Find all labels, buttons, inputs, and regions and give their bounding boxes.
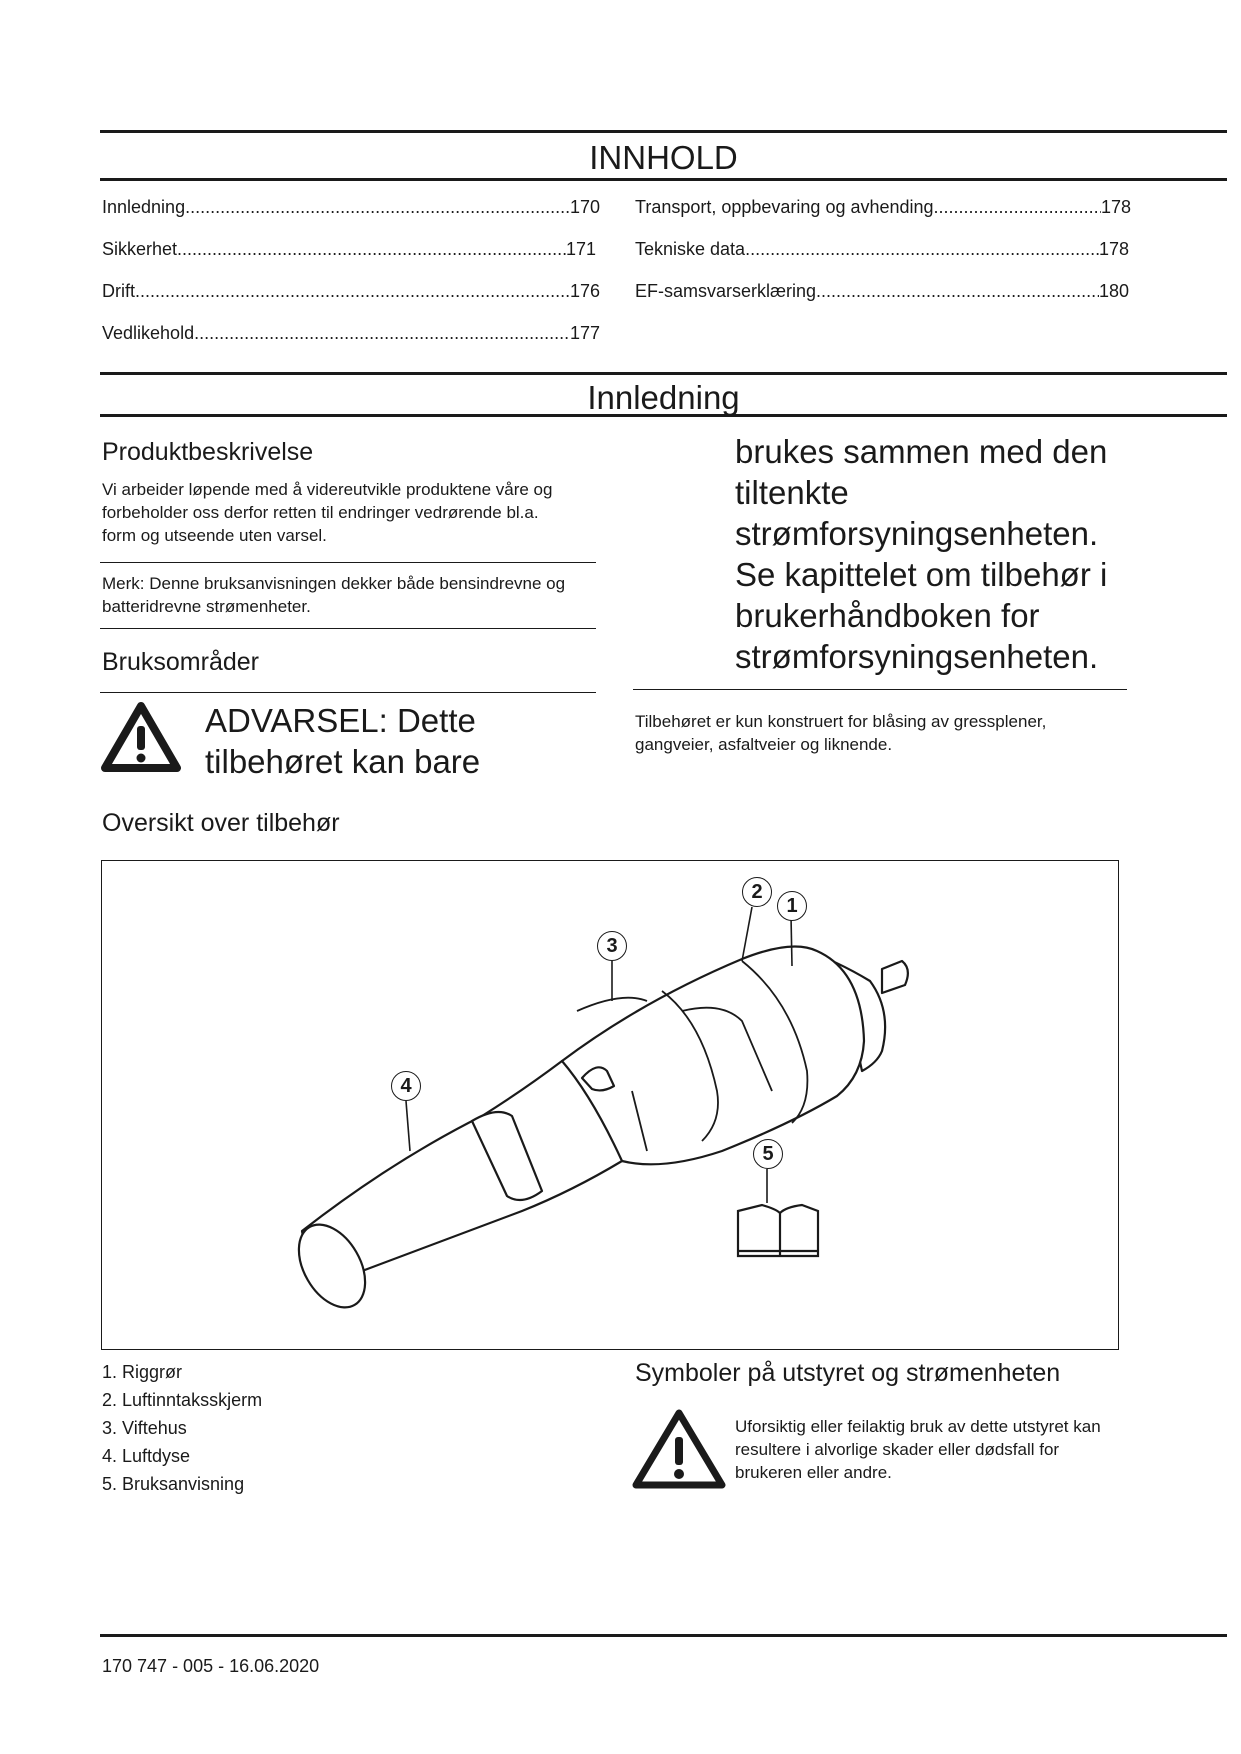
legend-item: 1. Riggrør (102, 1362, 183, 1382)
toc-top-rule (100, 130, 1227, 133)
warning-text (205, 700, 565, 782)
overview-heading: Oversikt over tilbehør (102, 809, 340, 837)
toc-entry-title: Innledning (102, 197, 186, 217)
toc-entry-page: 176 (569, 281, 600, 301)
toc-title: INNHOLD (589, 139, 738, 176)
toc-entry-page: 177 (569, 323, 600, 343)
toc-entry-title: Tekniske data (635, 239, 746, 259)
product-description-body: Vi arbeider løpende med å videreutvikle produktene våre og forbeholder oss derfor retten til endringer vedrørende bl.a. form og utseende uten varsel. (102, 480, 553, 545)
toc-entry-page: 180 (1098, 281, 1129, 301)
symbols-body: Uforsiktig eller feilaktig bruk av dette utstyret kan resultere i alvorlige skader eller dødsfall for brukeren eller andre. (735, 1417, 1101, 1482)
toc-entry-title: EF-samsvarserklæring (635, 281, 817, 301)
usage-heading: Bruksområder (102, 648, 259, 676)
footer-rule (100, 1634, 1227, 1637)
warning-top-rule (100, 692, 596, 693)
toc-entry-vedlikehold[interactable] (102, 322, 600, 344)
note-label: Merk: (102, 574, 145, 593)
footer-doc-id: 170 747 - 005 - 16.06.2020 (102, 1656, 320, 1676)
toc-entry-title: Vedlikehold (102, 323, 195, 343)
accessory-figure (101, 860, 1119, 1350)
toc-entry-sikkerhet[interactable] (102, 238, 596, 260)
warning-triangle-icon (100, 700, 182, 774)
toc-entry-page: 178 (1100, 197, 1131, 217)
legend-item: 5. Bruksanvisning (102, 1474, 245, 1494)
warning-label: ADVARSEL: (205, 702, 388, 739)
callout-5: 5 (753, 1139, 783, 1169)
overview-legend (102, 1358, 262, 1498)
warning-text-start: Dette tilbehøret kan bare (205, 702, 481, 780)
warning-triangle-icon (630, 1405, 728, 1493)
manual-book-icon (738, 1205, 818, 1256)
callout-1: 1 (777, 891, 807, 921)
toc-entry-title: Sikkerhet (102, 239, 178, 259)
callout-2: 2 (742, 877, 772, 907)
product-description-heading: Produktbeskrivelse (102, 438, 314, 466)
symbols-heading: Symboler på utstyret og strømenheten (635, 1359, 1061, 1387)
toc-entry-tekniske-data[interactable] (635, 238, 1129, 260)
section-title: Innledning (587, 379, 740, 416)
section-top-rule (100, 372, 1227, 375)
note-block (102, 572, 582, 618)
toc-entry-transport[interactable] (635, 196, 1131, 218)
toc-entry-page: 170 (569, 197, 600, 217)
toc-entry-ef-samsvar[interactable] (635, 280, 1129, 302)
legend-item: 4. Luftdyse (102, 1446, 191, 1466)
toc-entry-title: Drift (102, 281, 135, 301)
legend-item: 3. Viftehus (102, 1418, 187, 1438)
usage-body: Tilbehøret er kun konstruert for blåsing av gressplener, gangveier, asfaltveier og liknende. (635, 712, 1047, 754)
toc-entry-page: 178 (1098, 239, 1129, 259)
toc-entry-drift[interactable] (102, 280, 600, 302)
toc-bottom-rule (100, 178, 1227, 181)
callout-4: 4 (391, 1071, 421, 1101)
legend-item: 2. Luftinntaksskjerm (102, 1390, 263, 1410)
note-top-rule (100, 562, 596, 563)
note-body: Denne bruksanvisningen dekker både bensindrevne og batteridrevne strømenheter. (102, 574, 566, 616)
warning-bottom-rule (633, 689, 1127, 690)
note-bottom-rule (100, 628, 596, 629)
section-bottom-rule (100, 414, 1227, 417)
warning-text-continued: brukes sammen med den tiltenkte strømforsyningsenheten. Se kapittelet om tilbehør i brukerhåndboken for strømforsyningsenheten. (735, 433, 1108, 675)
toc-entry-page: 171 (565, 239, 596, 259)
callout-3: 3 (597, 931, 627, 961)
toc-entry-title: Transport, oppbevaring og avhending (635, 197, 934, 217)
toc-entry-innledning[interactable] (102, 196, 600, 218)
